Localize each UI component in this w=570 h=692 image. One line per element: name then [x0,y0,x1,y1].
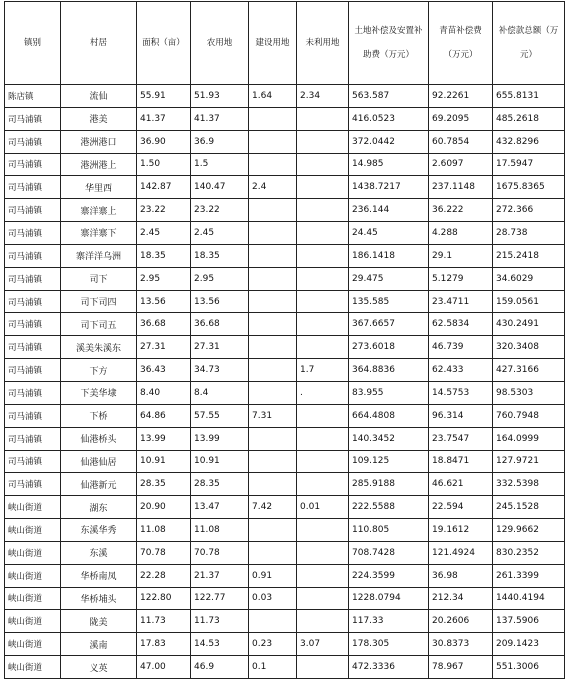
table-cell [297,222,349,245]
table-cell: 司下司五 [61,313,137,336]
table-cell: 13.56 [137,290,191,313]
table-cell [249,473,297,496]
table-cell: 下桥 [61,404,137,427]
header-cell: 建设用地 [249,2,297,85]
table-cell: 364.8836 [349,359,429,382]
table-cell: 司马浦镇 [5,153,61,176]
table-cell: 372.0442 [349,130,429,153]
table-row [5,404,565,427]
header-cell: 青苗补偿费（万元） [429,2,493,85]
table-cell: 285.9188 [349,473,429,496]
table-cell: 332.5398 [493,473,565,496]
table-cell: 34.6029 [493,267,565,290]
table-cell: 司马浦镇 [5,290,61,313]
table-cell: 司马浦镇 [5,244,61,267]
table-cell [297,107,349,130]
table-cell: 2.45 [191,222,249,245]
table-cell: 7.31 [249,404,297,427]
table-cell: 140.3452 [349,427,429,450]
table-cell: 仙港仙居 [61,450,137,473]
table-cell: 159.0561 [493,290,565,313]
table-cell: 司马浦镇 [5,222,61,245]
table-row [5,222,565,245]
table-cell [249,199,297,222]
table-cell [249,541,297,564]
table-cell: 寨洋洋乌洲 [61,244,137,267]
table-cell [297,519,349,542]
table-cell: 273.6018 [349,336,429,359]
table-cell: 36.9 [191,130,249,153]
table-cell: 司马浦镇 [5,381,61,404]
table-cell: 23.7547 [429,427,493,450]
table-cell: 1.5 [191,153,249,176]
table-cell: 70.78 [191,541,249,564]
table-row [5,587,565,610]
table-cell: 46.621 [429,473,493,496]
table-cell: 0.1 [249,656,297,679]
header-cell: 村居 [61,2,137,85]
table-cell: 司下 [61,267,137,290]
table-cell: 237.1148 [429,176,493,199]
table-cell [249,610,297,633]
header-cell: 未利用地 [297,2,349,85]
table-cell [297,199,349,222]
table-cell: 0.91 [249,564,297,587]
table-cell: 34.73 [191,359,249,382]
table-row [5,450,565,473]
table-cell: 流仙 [61,85,137,108]
table-cell [297,130,349,153]
table-cell: 30.8373 [429,633,493,656]
table-cell [297,610,349,633]
table-cell: 8.40 [137,381,191,404]
table-row [5,496,565,519]
table-cell: 36.222 [429,199,493,222]
table-cell: 13.47 [191,496,249,519]
table-cell: 21.37 [191,564,249,587]
table-cell: 陇美 [61,610,137,633]
compensation-table [4,1,565,679]
table-cell [249,267,297,290]
table-cell: 5.1279 [429,267,493,290]
table-cell [297,313,349,336]
table-cell: 17.5947 [493,153,565,176]
table-cell: 1675.8365 [493,176,565,199]
table-cell: 485.2618 [493,107,565,130]
table-cell: 司马浦镇 [5,267,61,290]
table-cell: 23.22 [137,199,191,222]
table-cell: 华里西 [61,176,137,199]
table-cell: 47.00 [137,656,191,679]
table-cell: 峡山街道 [5,656,61,679]
table-cell: 664.4808 [349,404,429,427]
table-row [5,336,565,359]
table-cell: 29.1 [429,244,493,267]
table-cell: 29.475 [349,267,429,290]
table-cell: 23.4711 [429,290,493,313]
table-cell: 109.125 [349,450,429,473]
table-cell: 830.2352 [493,541,565,564]
table-cell: 245.1528 [493,496,565,519]
table-cell: 义英 [61,656,137,679]
table-cell: 4.288 [429,222,493,245]
table-cell: 11.08 [191,519,249,542]
table-cell: 7.42 [249,496,297,519]
table-row [5,473,565,496]
table-cell: 69.2095 [429,107,493,130]
table-cell: 2.95 [191,267,249,290]
table-cell [249,222,297,245]
table-cell: 2.95 [137,267,191,290]
table-cell: 272.366 [493,199,565,222]
table-cell: 20.90 [137,496,191,519]
table-cell: 1.7 [297,359,349,382]
header-cell: 农用地 [191,2,249,85]
table-cell [249,519,297,542]
table-cell: 14.53 [191,633,249,656]
table-cell: 416.0523 [349,107,429,130]
table-cell: 港洲港上 [61,153,137,176]
table-cell: 28.35 [137,473,191,496]
table-cell: 2.6097 [429,153,493,176]
table-row [5,359,565,382]
table-cell [249,450,297,473]
table-cell: 司马浦镇 [5,336,61,359]
table-cell [297,244,349,267]
table-cell [297,176,349,199]
table-cell [297,656,349,679]
table-cell: 122.80 [137,587,191,610]
table-cell: 8.4 [191,381,249,404]
table-cell [249,130,297,153]
table-cell: 55.91 [137,85,191,108]
table-cell: 28.35 [191,473,249,496]
header-cell: 补偿款总额（万元） [493,2,565,85]
table-cell: 19.1612 [429,519,493,542]
table-cell: 1440.4194 [493,587,565,610]
table-cell: 41.37 [137,107,191,130]
table-cell: 11.73 [191,610,249,633]
table-cell: 62.5834 [429,313,493,336]
header-cell: 镇别 [5,2,61,85]
table-cell: 137.5906 [493,610,565,633]
table-cell [249,359,297,382]
table-cell: 司马浦镇 [5,473,61,496]
table-cell: 215.2418 [493,244,565,267]
table-cell: 司马浦镇 [5,107,61,130]
table-cell: 溪南 [61,633,137,656]
table-cell: 下美华埭 [61,381,137,404]
table-cell: 236.144 [349,199,429,222]
table-cell: 22.594 [429,496,493,519]
table-cell: 峡山街道 [5,633,61,656]
table-cell: 23.22 [191,199,249,222]
table-cell: 11.08 [137,519,191,542]
table-cell: 36.43 [137,359,191,382]
table-cell: 司马浦镇 [5,450,61,473]
table-cell: 峡山街道 [5,610,61,633]
table-cell [297,587,349,610]
table-cell: 62.433 [429,359,493,382]
table-cell: 东溪 [61,541,137,564]
table-cell [297,153,349,176]
table-cell: 96.314 [429,404,493,427]
table-cell: 17.83 [137,633,191,656]
table-cell [249,244,297,267]
table-cell: 57.55 [191,404,249,427]
table-cell: 华桥埔头 [61,587,137,610]
table-cell [297,427,349,450]
table-row [5,244,565,267]
table-cell [297,404,349,427]
table-cell [297,473,349,496]
table-cell: 121.4924 [429,541,493,564]
table-cell: 209.1423 [493,633,565,656]
table-cell: 27.31 [137,336,191,359]
table-cell: 472.3336 [349,656,429,679]
table-cell: 2.4 [249,176,297,199]
table-cell: 峡山街道 [5,541,61,564]
table-cell: 峡山街道 [5,564,61,587]
table-cell: 3.07 [297,633,349,656]
table-cell [249,153,297,176]
table-cell: 华桥南凤 [61,564,137,587]
table-cell: 18.35 [191,244,249,267]
header-row [5,2,565,85]
table-row [5,313,565,336]
table-cell: 14.5753 [429,381,493,404]
table-cell: 261.3399 [493,564,565,587]
table-cell: 122.77 [191,587,249,610]
table-cell: 13.56 [191,290,249,313]
table-cell: 18.35 [137,244,191,267]
table-cell: 13.99 [137,427,191,450]
table-cell: 36.98 [429,564,493,587]
table-cell: 98.5303 [493,381,565,404]
table-cell: 东溪华秀 [61,519,137,542]
table-cell [249,290,297,313]
table-cell: 563.587 [349,85,429,108]
table-cell: 0.01 [297,496,349,519]
table-cell: 127.9721 [493,450,565,473]
table-cell: 142.87 [137,176,191,199]
table-cell: 司马浦镇 [5,130,61,153]
table-cell: 1228.0794 [349,587,429,610]
table-row [5,290,565,313]
table-cell: 港美 [61,107,137,130]
table-row [5,610,565,633]
table-row [5,427,565,450]
table-cell: 320.3408 [493,336,565,359]
table-cell: 0.23 [249,633,297,656]
table-cell: 135.585 [349,290,429,313]
table-row [5,153,565,176]
table-cell: 41.37 [191,107,249,130]
table-cell: 212.34 [429,587,493,610]
table-cell: 24.45 [349,222,429,245]
table-cell: 13.99 [191,427,249,450]
table-cell: 655.8131 [493,85,565,108]
header-cell: 土地补偿及安置补助费（万元） [349,2,429,85]
table-cell: 司马浦镇 [5,176,61,199]
table-cell [297,336,349,359]
table-cell: 峡山街道 [5,587,61,610]
table-row [5,381,565,404]
table-row [5,130,565,153]
table-cell: 70.78 [137,541,191,564]
table-cell: 18.8471 [429,450,493,473]
table-cell: 78.967 [429,656,493,679]
table-cell: 司下司四 [61,290,137,313]
table-cell: 760.7948 [493,404,565,427]
table-row [5,519,565,542]
table-cell: 1.50 [137,153,191,176]
table-cell: 36.68 [191,313,249,336]
table-cell: 2.45 [137,222,191,245]
table-cell: 164.0999 [493,427,565,450]
table-cell: 551.3006 [493,656,565,679]
table-cell: 0.03 [249,587,297,610]
table-cell: 港洲港口 [61,130,137,153]
table-cell: . [297,381,349,404]
table-cell [249,313,297,336]
table-cell: 14.985 [349,153,429,176]
table-row [5,633,565,656]
table-cell: 222.5588 [349,496,429,519]
table-cell: 峡山街道 [5,496,61,519]
header-cell: 面积（亩） [137,2,191,85]
table-cell [297,450,349,473]
table-cell: 36.90 [137,130,191,153]
table-cell: 仙港桥头 [61,427,137,450]
table-cell: 湖东 [61,496,137,519]
table-cell: 10.91 [137,450,191,473]
table-cell: 367.6657 [349,313,429,336]
table-cell: 司马浦镇 [5,427,61,450]
table-row [5,564,565,587]
table-cell: 708.7428 [349,541,429,564]
table-cell: 36.68 [137,313,191,336]
table-cell [297,290,349,313]
table-cell: 140.47 [191,176,249,199]
table-cell: 186.1418 [349,244,429,267]
table-cell: 117.33 [349,610,429,633]
table-cell: 峡山街道 [5,519,61,542]
table-cell: 46.9 [191,656,249,679]
table-cell: 11.73 [137,610,191,633]
table-cell [297,267,349,290]
table-cell: 20.2606 [429,610,493,633]
table-cell [297,541,349,564]
table-row [5,176,565,199]
table-cell: 427.3166 [493,359,565,382]
table-cell: 46.739 [429,336,493,359]
table-cell: 司马浦镇 [5,313,61,336]
table-cell: 60.7854 [429,130,493,153]
table-cell: 110.805 [349,519,429,542]
table-row [5,107,565,130]
table-cell: 司马浦镇 [5,359,61,382]
table-cell: 83.955 [349,381,429,404]
table-cell: 28.738 [493,222,565,245]
table-cell: 430.2491 [493,313,565,336]
table-cell: 22.28 [137,564,191,587]
table-cell: 27.31 [191,336,249,359]
table-cell: 432.8296 [493,130,565,153]
table-cell [249,107,297,130]
table-row [5,541,565,564]
table-cell: 64.86 [137,404,191,427]
table-row [5,267,565,290]
table-cell: 10.91 [191,450,249,473]
table-cell: 2.34 [297,85,349,108]
table-cell: 司马浦镇 [5,404,61,427]
table-row [5,85,565,108]
table-cell [249,336,297,359]
table-cell: 下方 [61,359,137,382]
table-cell: 寨洋寨下 [61,222,137,245]
table-cell [249,381,297,404]
table-cell: 1.64 [249,85,297,108]
table-cell: 92.2261 [429,85,493,108]
table-cell [297,564,349,587]
table-cell: 溪美朱溪东 [61,336,137,359]
table-cell: 寨洋寨上 [61,199,137,222]
table-cell: 224.3599 [349,564,429,587]
table-cell: 司马浦镇 [5,199,61,222]
table-row [5,199,565,222]
table-cell: 51.93 [191,85,249,108]
table-cell: 178.305 [349,633,429,656]
table-cell: 陈店镇 [5,85,61,108]
table-row [5,656,565,679]
table-cell: 1438.7217 [349,176,429,199]
table-cell: 仙港新元 [61,473,137,496]
table-cell: 129.9662 [493,519,565,542]
table-cell [249,427,297,450]
